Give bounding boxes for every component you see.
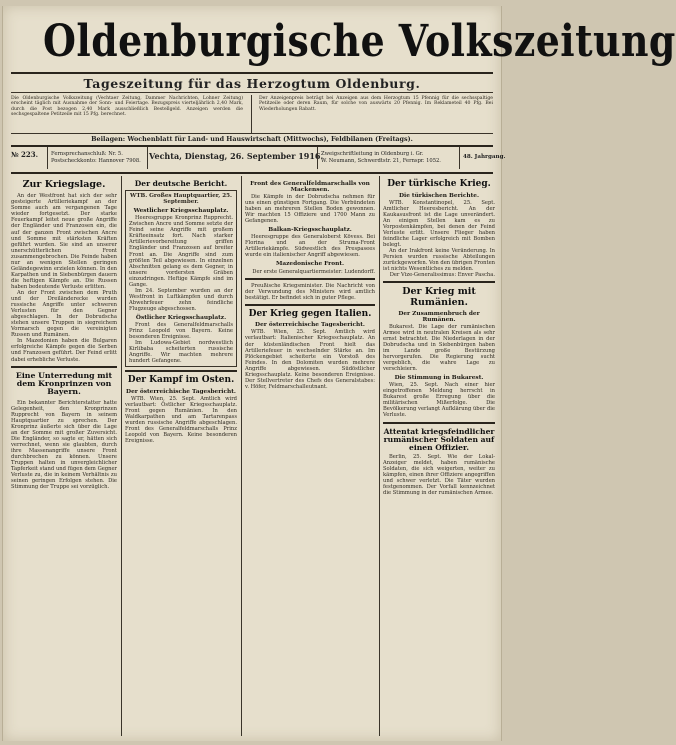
infobar-rule-bottom <box>11 172 493 174</box>
article-body <box>383 200 495 279</box>
section-rule <box>11 366 117 368</box>
column-divider-2 <box>241 176 242 736</box>
supplements-line: Beilagen: Wochenblatt für Land- und Hauswirtschaft (Mittwochs), Feldbilanen (Freitags). <box>91 135 413 143</box>
print-divider <box>251 95 252 133</box>
column-divider-3 <box>379 176 380 736</box>
subheading: Der österreichische Tagesbericht. <box>126 389 236 396</box>
advertising-info: Der Anzeigenpreis beträgt bei Anzeigen aus dem Herzogtum 15 Pfennig für die sechsspaltige Petitzeile oder deren Raum, für solche von auswärts 20 Pfennig. Im Reklameteil 40 Pfg. Bei Wiederholungen Rabatt. <box>259 96 493 112</box>
report-box-title: WTB. Großes Hauptquartier, 25. September. <box>130 193 232 206</box>
article-body <box>383 324 495 419</box>
phone-number: Fernsprechanschluß: Nr. 5. <box>51 151 123 157</box>
masthead-title: Oldenburgische Volkszeitung <box>43 16 676 67</box>
branch-address: W. Neumann, Schwerdtstr. 21, Fernspr. 1052. <box>321 158 441 164</box>
subheading: Front des Generalfeldmarschalls von Mackensen. <box>250 181 370 193</box>
infobar-divider <box>147 147 148 169</box>
section-rule <box>245 304 375 306</box>
paragraph: An der Westfront hat sich der sehr gesteigerte Artilleriekampf an der Somme auch am vergangenen Tage wieder fortgesetzt. Der starke Feuerkampf leitet neue große Angriffe der Engländer und Franzosen ein, die auf der ganzen Front zwischen Ancre und Somme mit stärksten Kräften geführt wurden. Sie sind an unserer unerschütterlichen Front zusammengebrochen. Die Feinde haben nur an wenigen Stellen geringen Geländegewinn erzielen können. In den Karpathen und in Siebenbürgen dauern die heftigen Kämpfe an. Die Russen haben bedeutende Verluste erlitten. <box>11 193 117 290</box>
article-heading-kriegslage: Zur Kriegslage. <box>22 179 106 190</box>
section-rule <box>383 281 495 283</box>
masthead-subtitle: Tageszeitung für das Herzogtum Oldenburg. <box>83 76 421 91</box>
paragraph: Bukarest. Die Lage der rumänischen Armee wird in neutralen Kreisen als sehr ernst betrachtet. Die Niederlagen in der Dobrudscha und in Siebenbürgen haben im Lande große Bestürzung hervorgerufen. Die Regierung sucht vergeblich, die wahre Lage zu verschleiern. <box>383 323 495 373</box>
infobar-divider <box>47 147 48 169</box>
paragraph: An der Front zwischen dem Pruth und der Dreiländerecke wurden russische Angriffe unter schweren Verlusten für den Gegner abgeschlagen. In der Dobrudscha stehen unsere Truppen in siegreichem Vormarsch gegen die vereinigten Russen und Rumänen. <box>11 290 117 339</box>
column-1 <box>11 176 117 736</box>
subtitle-rule <box>11 92 493 93</box>
article-body <box>245 283 375 301</box>
article-body <box>11 193 117 362</box>
subheading: Der österreichische Tagesbericht. <box>255 322 365 329</box>
section-rule <box>245 278 375 280</box>
paragraph: Im 24. September wurden an der Westfront in Luftkämpfen und durch Abwehrfeuer zehn feindliche Flugzeuge abgeschossen. <box>129 287 233 312</box>
paragraph: Heeresgruppe des Generaloberst Kövess. Bei Florina und an der Struma-Front Artilleriekämpfe. Südwestlich des Prespasees wurde ein italienischer Angriff abgewiesen. <box>245 234 375 259</box>
postscheck-account: Postscheckkonto: Hannover 7908. <box>51 158 141 164</box>
infobar-divider <box>459 147 460 169</box>
volume-year: 48. Jahrgang. <box>463 154 506 160</box>
paragraph: WTB. Wien, 25. Sept. Amtlich wird verlautbart: Östlicher Kriegsschauplatz. Front gegen Rumänien. In den Waldkarpathen und am Tartarenpass wurden russische Angriffe abgeschlagen. Front des Generalfeldmarschalls Prinz Leopold von Bayern. Keine besonderen Ereignisse. <box>125 396 237 445</box>
issue-number: № 223. <box>11 150 39 159</box>
branch-office: Zweigschriftleitung in Oldenburg i. Gr. <box>321 151 424 157</box>
paragraph: Preußische Kriegsminister. Die Nachricht von der Verwundung des Ministers wird amtlich bestätigt. Er befindet sich in guter Pflege. <box>245 282 375 301</box>
article-heading-italien: Der Krieg gegen Italien. <box>248 308 372 319</box>
subheading: Die türkischen Berichte. <box>398 192 479 199</box>
info-bar <box>11 146 506 172</box>
paragraph: Die Kämpfe in der Dobrudscha nehmen für uns einen günstigen Fortgang. Die Verbündeten haben an mehreren Stellen Boden gewonnen. Wir machten 15 Offiziere und 1700 Mann zu Gefangenen. <box>245 194 375 225</box>
paragraph: An der Irakfront keine Veränderung. In Persien wurden russische Abteilungen zurückgeworfen. Von den übrigen Fronten ist nichts Wesentliches zu melden. <box>383 248 495 273</box>
column-3 <box>245 176 375 736</box>
column-4 <box>383 176 495 736</box>
signature-line: Der Vize-Generalissimus: Enver Pascha. <box>389 272 495 279</box>
article-heading-rumaenien: Der Krieg mit Rumänien. <box>402 286 476 308</box>
dateline: Vechta, Dienstag, 26. September 1916. <box>149 151 324 161</box>
masthead-rule <box>11 72 493 74</box>
paragraph: In Mazedonien haben die Bulgaren erfolgreiche Kämpfe gegen die Serben und Franzosen geführt. Der Feind erlitt dabei erhebliche Verluste. <box>11 338 117 363</box>
newspaper-page <box>2 6 676 741</box>
paragraph: WTB. Wien, 25. Sept. Amtlich wird verlautbart: Italienischer Kriegsschauplatz. An der küstenländischen Front hielt das Artilleriefeuer in wechselnder Stärke an. Im Plöckengebiet scheiterte ein Vorstoß des Feindes. In den Dolomiten wurden mehrere Angriffe abgewiesen. Südöstlicher Kriegsschauplatz. Keine besonderen Ereignisse. Der Stellvertreter des Chefs des Generalstabes: v. Höfer, Feldmarschalleutnant. <box>245 329 375 390</box>
subheading: Balkan-Kriegsschauplatz. <box>268 227 352 234</box>
column-2 <box>125 176 237 736</box>
section-rule <box>383 422 495 424</box>
report-box <box>125 190 237 367</box>
article-heading-attentat: Attentat kriegsfeindlicher rumänischer Soldaten auf einen Offizier. <box>383 426 495 452</box>
subheading: Der Zusammenbruch der Rumänen. <box>398 310 480 323</box>
article-body <box>383 454 495 496</box>
article-heading-deutscher-bericht: Der deutsche Bericht. <box>134 179 228 188</box>
subheading: Östlicher Kriegsschauplatz. <box>135 314 227 321</box>
article-body <box>245 329 375 389</box>
paragraph: Wien, 25. Sept. Nach einer hier eingetroffenen Meldung herrscht in Bukarest große Erregung über die militärischen Mißerfolge. Die Bevölkerung verlangt Aufklärung über die Verluste. <box>383 382 495 419</box>
article-heading-kampf-osten: Der Kampf im Osten. <box>127 375 235 386</box>
paragraph: Front des Generalfeldmarschalls Prinz Leopold von Bayern. Keine besonderen Ereignisse. <box>129 322 233 341</box>
paragraph: Berlin, 25. Sept. Wie der Lokal-Anzeiger meldet, haben rumänische Soldaten, die sich weigerten, weiter zu kämpfen, einen ihrer Offiziere angegriffen und schwer verletzt. Die Täter wurden festgenommen. Der Vorfall kennzeichnet die Stimmung in der rumänischen Armee. <box>383 454 495 497</box>
paragraph: Heeresgruppe Kronprinz Rupprecht. Zwischen Ancre und Somme setzte der Feind seine Angriffe mit großem Kräfteeinsatz fort. Nach starker Artillerievorbereitung griffen Engländer und Franzosen auf breiter Front an. Die Angriffe sind zum größten Teil abgewiesen. In einzelnen Abschnitten gelang es dem Gegner, in unsere vordersten Gräben einzudringen. Heftige Kämpfe sind im Gange. <box>129 215 233 288</box>
section-rule <box>125 370 237 372</box>
paragraph: Im Ludowa-Gebiet nordwestlich Kirlibaba scheiterten russische Angriffe. Wir machten mehrere hundert Gefangene. <box>129 340 233 365</box>
paragraph: WTB. Konstantinopel, 25. Sept. Amtlicher Heeresbericht. An der Kaukasusfront ist die Lage unverändert. An einigen Stellen kam es zu Vorpostenkämpfen, bei denen der Feind Verluste erlitt. Unsere Flieger haben feindliche Lager erfolgreich mit Bomben belegt. <box>383 199 495 249</box>
subheading: Die Stimmung in Bukarest. <box>394 375 484 382</box>
column-divider-1 <box>121 176 122 736</box>
article-heading-tuerkischer-krieg: Der türkische Krieg. <box>387 179 491 189</box>
paragraph: Ein bekannter Berichterstatter hatte Gelegenheit, den Kronprinzen Rupprecht von Bayern in seinem Hauptquartier zu sprechen. Der Kronprinz äußerte sich über die Lage an der Somme mit großer Zuversicht. Die Engländer, so sagte er, hätten sich verrechnet, wenn sie glaubten, durch ihre Massenangriffe unsere Front durchbrechen zu können. Unsere Truppen halten in unvergleichlicher Tapferkeit stand und fügen dem Gegner Verluste zu, die in keinem Verhältnis zu seinen geringen Erfolgen stehen. Die Stimmung der Truppe sei vorzüglich. <box>11 399 117 491</box>
subscription-info: Die Oldenburgische Volkszeitung (Vechtaer Zeitung, Dammer Nachrichten, Lohner Zeitung) erscheint täglich mit Ausnahme der Sonn- und Feiertage. Bezugspreis vierteljährlich 2,40 Mark, durch die Post bezogen 2,40 Mark ausschließlich Bestellgeld. Anzeigen werden die sechsgespaltene Petitzeile mit 15 Pfg. berechnet. <box>11 96 243 117</box>
beilagen-rule-top <box>11 133 493 134</box>
subheading: Mazedonische Front. <box>275 261 345 268</box>
article-body <box>125 396 237 444</box>
infobar-divider <box>317 147 318 169</box>
signature-line: Der erste Generalquartiermeister: Ludendorff. <box>252 268 375 275</box>
article-body <box>245 194 375 275</box>
article-body <box>11 400 117 491</box>
subheading: Westlicher Kriegsschauplatz. <box>133 208 229 215</box>
article-heading-kronprinz: Eine Unterredung mit dem Kronprinzen von Bayern. <box>15 370 113 397</box>
